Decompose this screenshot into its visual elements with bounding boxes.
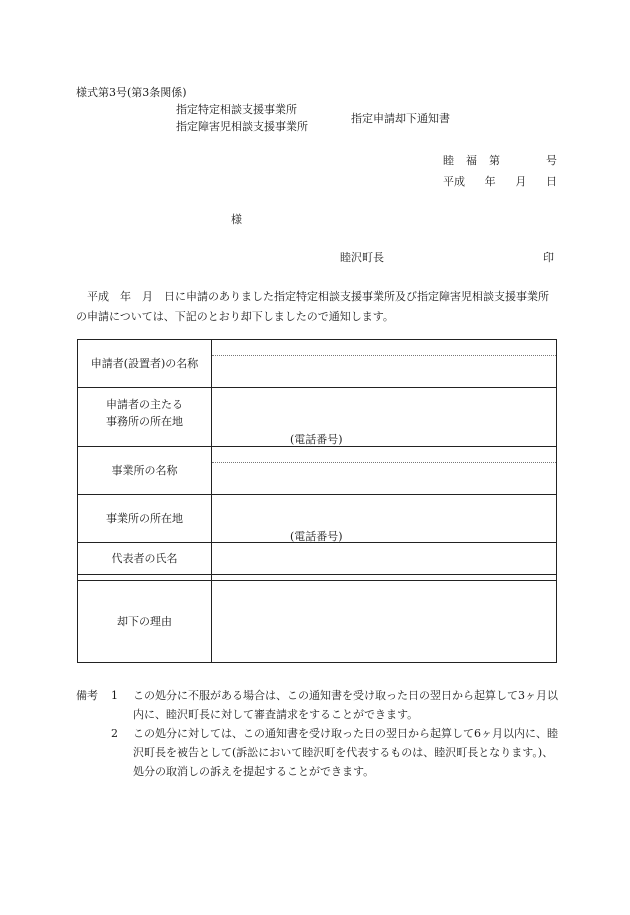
doc-number-middle: 福 <box>466 154 477 167</box>
doc-number-go: 号 <box>546 154 557 167</box>
document-title: 指定申請却下通知書 <box>351 112 450 125</box>
addressee-honorific: 様 <box>231 213 242 226</box>
business-type-child-consultation: 指定障害児相談支援事業所 <box>176 120 308 133</box>
table-row <box>78 388 557 447</box>
office-address-field <box>212 495 557 543</box>
date-day: 日 <box>545 175 557 188</box>
representative-field <box>212 543 557 575</box>
remarks-item <box>76 724 560 781</box>
office-name-label: 事業所の名称 <box>78 447 212 495</box>
reason-field <box>212 581 557 663</box>
table-row <box>78 340 557 388</box>
table-row <box>78 543 557 575</box>
table-row <box>78 495 557 543</box>
applicant-phone-label: (電話番号) <box>290 433 343 446</box>
office-phone-label: (電話番号) <box>290 530 343 543</box>
doc-number-dai: 第 <box>489 154 500 167</box>
issuer-name: 睦沢町長 <box>340 251 384 264</box>
application-details-table <box>77 339 557 663</box>
applicant-name-label: 申請者(設置者)の名称 <box>78 340 212 388</box>
table-row <box>78 447 557 495</box>
office-name-field <box>212 447 557 495</box>
applicant-address-label <box>78 388 212 447</box>
document-number <box>443 152 557 168</box>
remarks-item-text: この処分に不服がある場合は、この通知書を受け取った日の翌日から起算して3ヶ月以内に、睦沢町長に対して審査請求をすることができます。 <box>133 689 558 721</box>
remarks-item <box>76 686 560 724</box>
doc-number-prefix: 睦 <box>443 154 454 167</box>
table-row <box>78 581 557 663</box>
business-type-specified-consultation: 指定特定相談支援事業所 <box>176 103 297 116</box>
applicant-address-label-line1: 申請者の主たる <box>106 398 183 411</box>
remarks-item-text: この処分に対しては、この通知書を受け取った日の翌日から起算して6ヶ月以内に、睦沢町長を被告として(訴訟において睦沢町を代表するものは、睦沢町長となります。)、処分の取消しの訴えを提起することができます。 <box>133 727 558 778</box>
applicant-name-field <box>212 340 557 388</box>
date-era: 平成 <box>443 175 465 188</box>
issue-date <box>443 173 557 189</box>
issuer-seal: 印 <box>543 251 554 264</box>
remarks-indent <box>76 724 111 781</box>
remarks-heading: 備考 <box>76 689 98 702</box>
date-month: 月 <box>515 175 527 188</box>
doc-number-blank <box>512 152 534 168</box>
applicant-address-field <box>212 388 557 447</box>
notice-body: 平成 年 月 日に申請のありました指定特定相談支援事業所及び指定障害児相談支援事業所の申請については、下記のとおり却下しましたので通知します。 <box>76 290 549 323</box>
remarks-item-number: 1 <box>111 689 118 702</box>
representative-label: 代表者の氏名 <box>78 543 212 575</box>
remarks <box>76 686 560 781</box>
date-year: 年 <box>484 175 496 188</box>
applicant-address-label-line2: 事務所の所在地 <box>106 415 183 428</box>
form-number: 様式第3号(第3条関係) <box>76 86 187 99</box>
remarks-item-number: 2 <box>111 727 118 740</box>
reason-label: 却下の理由 <box>78 581 212 663</box>
office-address-label: 事業所の所在地 <box>78 495 212 543</box>
